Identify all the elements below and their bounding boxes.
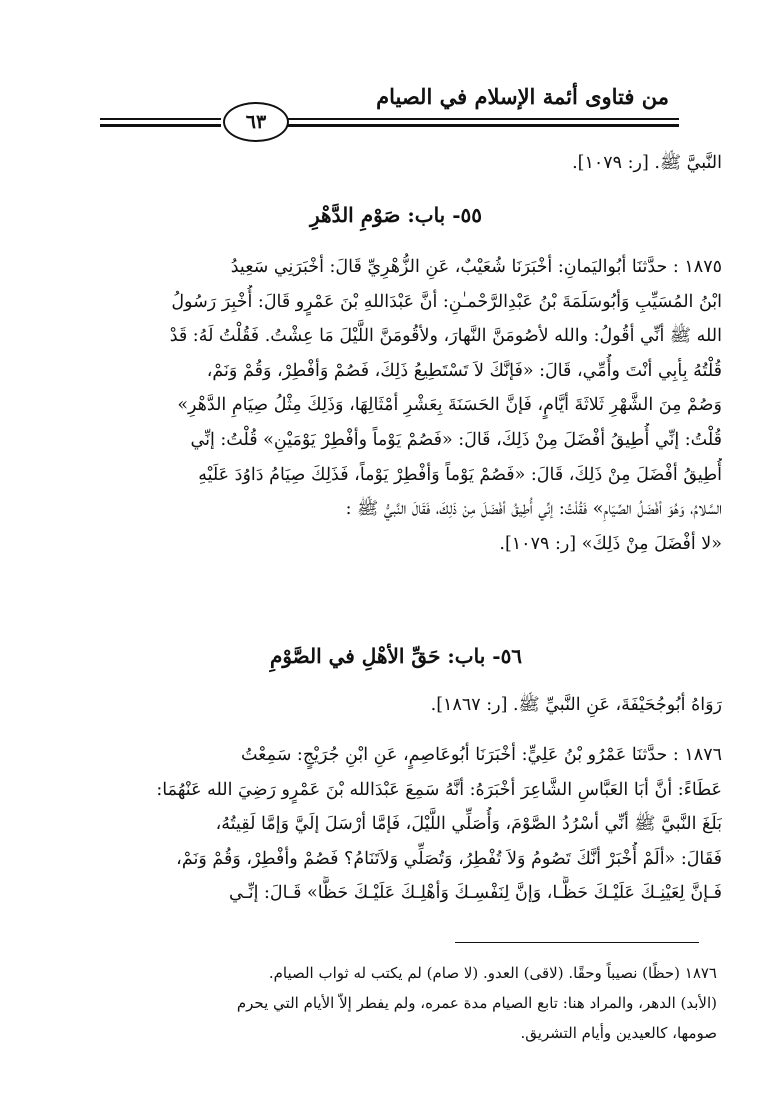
text-line: فَقَالَ: «ألَمْ أُخْبَرْ أنَّكَ تَصُومُ وَلاَ تُفْطِرُ، وَتُصَلِّي وَلاَتَنَامُ؟ فَصُمْ وأفْطِرْ، وَقُمْ وَنَمْ، [176, 848, 722, 869]
narration-line [70, 688, 722, 723]
header-rule-left-thick [100, 124, 221, 127]
footnote-line: (الأبد) الدهر، والمراد هنا: تابع الصيام مدة عمره، ولم يفطر إلاّ الأيام التي يحرم [236, 994, 717, 1012]
text-line: ابْنُ المُسَيِّبِ وَأبُوسَلَمَةَ بْنُ عَبْدِالرَّحْمـٰنِ: أنَّ عَبْدَاللهِ بْنَ عَمْرٍو قَالَ: أُخْبِرَ رَسُولُ [171, 291, 722, 312]
text-line: رَوَاهُ أبُوجُحَيْفَةَ، عَنِ النَّبيِّ ﷺ. [ر: ١٨٦٧]. [430, 695, 722, 715]
text-line: ١٨٧٥ : حدَّثنَا أبُواليَمانِ: أخْبَرَنَا شُعَيْبٌ، عَنِ الزُّهْرِيِّ قَالَ: أخْبَرَنِي سَعِيدُ [230, 257, 722, 277]
running-head: من فتاوى أئمة الإسلام في الصيام [376, 84, 669, 109]
footnotes [60, 958, 717, 1048]
text-line: أُطِيقُ أفْضَلَ مِنْ ذَلِكَ، قَالَ: «فَصُمْ يَوْماً وَأفْطِرْ يَوْماً، فَذَلِكَ صِيَامُ دَاوُدَ عَلَيْهِ [198, 464, 722, 485]
footnote-line: صومها، كالعيدين وأيام التشريق. [520, 1024, 717, 1042]
header-rule-left [100, 118, 221, 120]
hadith-1875 [70, 250, 722, 561]
footnote-line: ١٨٧٦ (حظًا) نصيباً وحقًا. (لاقى) العدو. (لا صام) لم يكتب له ثواب الصيام. [268, 964, 717, 982]
text-line: وَصُمْ مِنَ الشَّهْرِ ثَلاثَةَ أيَّامٍ، فَإنَّ الحَسَنَةَ بِعَشْرِ أمْثَالِهَا، وَذَلِكَ مِثْلُ صِيَامِ الدَّهْرِ» [177, 395, 722, 416]
text-line: فَـإنَّ لِعَيْنِـكَ عَلَيْـكَ حَظًّـا، وَإنَّ لِنَفْسِـكَ وَأهْلِـكَ عَلَيْـكَ حَظًّا» قَـالَ: إنِّـي [229, 883, 722, 904]
text-line: الله ﷺ أنِّي أقُولُ: والله لأصُومَنَّ النَّهارَ، ولأقُومَنَّ اللَّيْلَ مَا عِشْتُ. فَقُلْتُ لَهُ: قَدْ [169, 326, 722, 347]
page-number: ٦٣ [223, 102, 289, 142]
text-line: «لا أفْضَلَ مِنْ ذَلِكَ» [ر: ١٠٧٩]. [499, 533, 722, 554]
section-heading-56: ٥٦- باب: حَقِّ الأهْلِ في الصَّوْمِ [269, 644, 523, 668]
footnote-rule [455, 942, 699, 943]
section-heading-55: ٥٥- باب: صَوْمِ الدَّهْرِ [310, 203, 482, 227]
header-rule-right-thick [248, 124, 679, 127]
top-line [70, 146, 722, 181]
text-line: النَّبيَّ ﷺ. [ر: ١٠٧٩]. [572, 153, 722, 173]
text-line: السَّلامُ، وَهُوَ أفْضَلُ الصِّيَامِ» فَقُلْتُ: إنِّي أُطِيقُ أفْضَلَ مِنْ ذَلِكَ، فَقَالَ النَّبيُّ ﷺ : [345, 499, 722, 520]
hadith-1876 [70, 738, 722, 911]
text-line: ١٨٧٦ : حدَّثنَا عَمْرُو بْنُ عَلِيٍّ: أخْبَرَنَا أبُوعَاصِمٍ، عَنِ ابْنِ جُرَيْجٍ: سَمِعْتُ [240, 745, 722, 765]
text-line: عَطَاءً: أنَّ أبَا العَبَّاسِ الشَّاعِرَ أخْبَرَهُ: أنَّهُ سَمِعَ عَبْدَالله بْنَ عَمْرٍو رَضِيَ الله عَنْهُمَا: [156, 779, 722, 800]
text-line: قُلْتُ: إنِّي أُطِيقُ أفْضَلَ مِنْ ذَلِكَ، قَالَ: «فَصُمْ يَوْماً وأفْطِرْ يَوْمَيْنِ» قُلْتُ: إنِّي [190, 429, 722, 450]
text-line: بَلَغَ النَّبيَّ ﷺ أنِّي أسْرُدُ الصَّوْمَ، وَأُصَلِّي اللَّيْلَ، فَإمَّا أرْسَلَ إلَيَّ وَإمَّا لَقِيتُهُ، [215, 814, 722, 835]
header-rule-right [248, 118, 679, 120]
text-line: قُلْتُهُ بِأبِي أنْتَ وأُمِّي، قَالَ: «فَإنَّكَ لاَ تَسْتَطِيعُ ذَلِكَ، فَصُمْ وَأفْطِرْ، وَقُمْ وَنَمْ، [206, 360, 722, 381]
